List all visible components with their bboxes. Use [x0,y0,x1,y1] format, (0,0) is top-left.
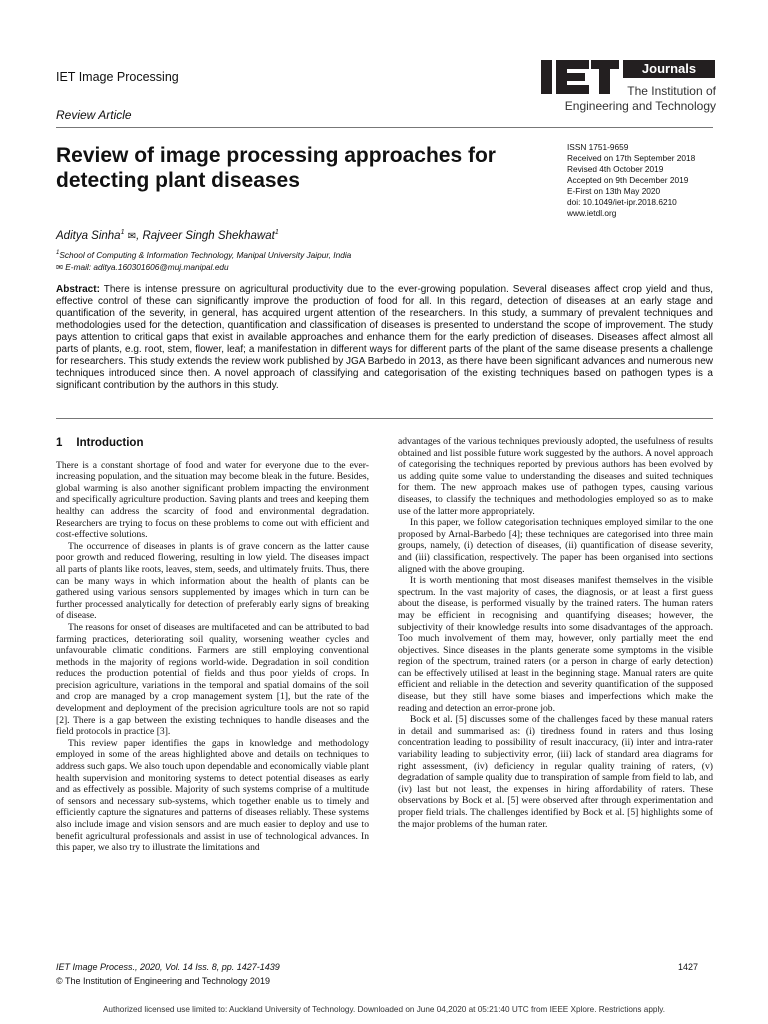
accepted-date: Accepted on 9th December 2019 [567,175,689,185]
affiliation-mark: 1 [56,250,60,257]
affiliation [56,250,351,260]
institution-line-2: Engineering and Technology [564,99,716,113]
paragraph: advantages of the various techniques previously adopted, the usefulness of results obtained and list possible future work suggested by the authors. A novel approach of categorising the techniques reported by previous authors has been evolved by us adding quite some value to understanding the diseases and suited techniques for them. The new approach makes use of pathogen types, causing various diseases, to classify the techniques and methodologies employed so as to make use of the latter more appropriately. [398,436,713,517]
abstract [56,284,713,392]
section-title: Introduction [76,437,144,449]
publication-info [567,142,717,219]
body-column-left [56,436,369,854]
license-notice: Authorized licensed use limited to: Auckland University of Technology. Downloaded on June 04,2020 at 05:21:40 UTC from IEEE Xplore. Restrictions apply. [102,1005,666,1014]
abstract-text: There is intense pressure on agricultural productivity due to the ever-growing population. Several diseases affect crop yield and thus, effective control of these can significantly improve the production of food for all. In this regard, detection of diseases at an early stage and quantification of the severity, in general, has acquired urgent attention of the researchers. In this study, a summary of prevalent techniques and methodologies used for the detection, quantification and classification of diseases is presented to understand the scope of improvement. The study pays attention to critical gaps that exist in available approaches and enhance them for the early prediction of diseases. Diseases affect almost all parts of plants, e.g. root, stem, flower, leaf; a manifestation in different ways for different parts of the plant of the same disease presents a challenge for researchers. This study extends the review work published by JGA Barbedo in 2013, as there have been significant advances and numerous new techniques introduced since then. A novel approach of classifying and categorisation of the existing techniques based on pathogen types is a significant contribution by the authors in this study. [56,284,713,391]
doi[interactable]: doi: 10.1049/iet-ipr.2018.6210 [567,197,677,207]
footer-copyright: © The Institution of Engineering and Technology 2019 [56,976,270,986]
iet-journals-logo [541,58,716,120]
paragraph: It is worth mentioning that most diseases manifest themselves in the visible spectrum. In the vast majority of cases, the diagnosis, or at least a first guess about the disease, is performed visually by the trained raters. The human raters may be efficient in recognising and quantifying diseases; however, the subjectivity of their knowledge results into some disadvantages of the approach. Too much involvement of them may, however, only partially meet the end objectives. Since diseases in the plants generate some symptoms in the visible region of the spectrum, trained raters (or a person in charge of early detection) can be effectively utilised at least in the beginning stage. Manual raters are quite efficient and reliable in the detection and severity quantification of the supposed disease, but they still have some biases and imperfections which make the reading and detection an error-prone job. [398,575,713,714]
footer-citation: IET Image Process., 2020, Vol. 14 Iss. 8, pp. 1427-1439 [56,962,280,972]
institution-line-1: The Institution of [627,84,716,98]
author-separator: , [136,229,143,242]
author-affiliation-mark: 1 [120,229,125,236]
body-column-right [398,436,713,830]
section-number: 1 [56,437,63,449]
journal-name: IET Image Processing [56,70,179,84]
author-name: Rajveer Singh Shekhawat [142,229,275,242]
efirst-date: E-First on 13th May 2020 [567,186,661,196]
article-type: Review Article [56,108,132,122]
article-title: Review of image processing approaches for detecting plant diseases [56,144,496,192]
abstract-label: Abstract: [56,284,100,295]
email-icon: ✉ [127,230,137,242]
email-icon: ✉ [56,262,63,272]
institution-name [541,84,716,114]
section-heading [56,438,369,450]
contact-email [56,262,229,272]
journals-badge: Journals [623,60,715,78]
affiliation-text: School of Computing & Information Technology, Manipal University Jaipur, India [59,250,352,260]
paragraph: This review paper identifies the gaps in knowledge and methodology employed in some of the areas highlighted above and details on techniques to address such gaps. We also touch upon dependable and economically viable plant health supervision and monitoring systems to detect potential diseases as early and as effectively as possible. Majority of such systems comprise of a multitude of sensors and necessary sub-systems, which together enable us to timely and efficiently capture the signatures and patterns of diseases reliably. These systems also include image and vision sensors and are much easier to deploy and use to benefit agricultural professionals and assist in use of technological advances. In this paper, we also try to illustrate the limitations and [56,737,369,854]
header-divider [56,127,713,128]
author-name: Aditya Sinha [56,229,121,242]
author-list [56,229,279,242]
paragraph: In this paper, we follow categorisation techniques employed similar to the one proposed by Arnal-Barbedo [4]; these techniques are categorised into three main groups, namely, (i) detection of diseases, (ii) quantification of disease severity, and (iii) classification, respectively. The paper has been organised into sections aligned with the above grouping. [398,517,713,575]
email-address[interactable]: E-mail: aditya.160301606@muj.manipal.edu [65,262,229,272]
paragraph: The reasons for onset of diseases are multifaceted and can be attributed to bad farming practices, deteriorating soil quality, worsening weather cycles and unfavourable climatic conditions. Farmers are still employing conventional methods in the majority of regions world-wide. Degradation in soil condition reduces the production potential of fields and thus poor yields of crops. In precision agriculture, variations in the temporal and spatial domains of the soil and crop are managed by a crop management system [1], but the rate of the development and deployment of the precision agriculture tools are not so rapid [2]. There is a gap between the existing techniques to handle diseases and the field protocols in practice [3]. [56,621,369,738]
abstract-divider [56,418,713,419]
paragraph: The occurrence of diseases in plants is of grave concern as the latter cause poor growth and reduced flowering, resulting in low yield. The diseases impact all parts of plants like roots, leaves, stem, seeds, and ultimately fruits. Thus, there can be many ways in which information about the health of plants can be gathered using various sensors supplemented by images which in turn can be further processed analytically for detection of preferably early signs of breaking of disease. [56,540,369,622]
author-affiliation-mark: 1 [274,229,279,236]
paragraph: There is a constant shortage of food and water for everyone due to the ever-increasing population, and the situation may become bleak in the future. Besides, global warming is also another significant problem impacting the environment and specifically agriculture production. Saving plants and trees and keeping them healthy can address the scarcity of food and environmental degradation. Researchers are trying to focus on these problems to come out with efficient and cost-effective solutions. [56,459,369,541]
page-number: 1427 [678,962,699,972]
revised-date: Revised 4th October 2019 [567,164,664,174]
paragraph: Bock et al. [5] discusses some of the challenges faced by these manual raters in detail and summarised as: (i) tiredness found in raters and thus losing concentration leading to possibility of result inaccuracy, (ii) inter and intra-rater variability leading to subjectivity error, (iii) lack of standard area diagrams for right assessment, (iv) deficiency in regular quality training of raters, (v) degradation of sample quality due to transpiration of sample from field to lab, and (iv) last but not least, the expenses in hiring affordability of raters. These observations by Bock et al. [5] were observed after through experimentation and proper field trials. The challenges identified by Bock et al. [5] highlights some of the major problems of the human rater. [398,714,713,830]
issn: ISSN 1751-9659 [567,142,629,152]
website-link[interactable]: www.ietdl.org [567,208,617,218]
received-date: Received on 17th September 2018 [567,153,696,163]
